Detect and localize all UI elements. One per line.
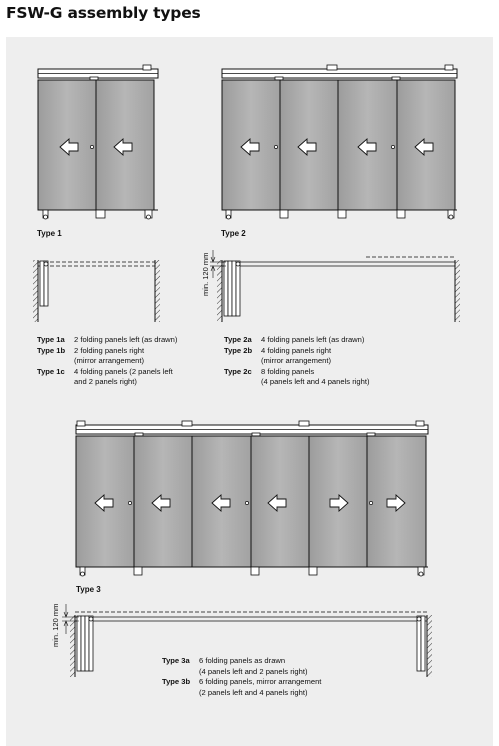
type3-panel-2 — [134, 436, 192, 567]
legend-text: 6 folding panels as drawn — [199, 656, 286, 665]
type2-panel-2 — [280, 80, 338, 210]
type3-track — [76, 421, 428, 437]
legend-key: Type 2a — [224, 335, 252, 344]
legend-text: 4 folding panels left (as drawn) — [261, 335, 365, 344]
type1-label: Type 1 — [37, 229, 62, 238]
type2-panel-4 — [397, 80, 455, 210]
type2-track — [222, 65, 457, 81]
legend-text: (2 panels left and 4 panels right) — [199, 687, 308, 697]
legend-type3 — [162, 656, 321, 698]
legend-text: (4 panels left and 4 panels right) — [261, 377, 370, 387]
legend-type2 — [224, 335, 370, 388]
handle-knob — [391, 145, 394, 148]
legend-row — [37, 335, 177, 346]
type3-floor-pivots — [80, 567, 424, 576]
type2-plan — [210, 250, 460, 322]
type2-panel-3 — [338, 80, 397, 210]
legend-row — [37, 356, 177, 367]
type3-panel-4 — [251, 436, 309, 567]
type3-panel-3 — [192, 436, 251, 567]
dimension-label-type2: min. 120 mm — [201, 252, 210, 296]
legend-text: (mirror arrangement) — [261, 356, 332, 366]
handle-knob — [245, 501, 248, 504]
type1-panel-1 — [38, 80, 96, 210]
type3-panel-5 — [309, 436, 367, 567]
legend-row — [224, 335, 370, 346]
legend-text: 4 folding panels right — [261, 345, 332, 355]
legend-key — [224, 356, 261, 367]
legend-text: and 2 panels right) — [74, 377, 137, 387]
legend-key — [37, 356, 74, 367]
handle-knob — [90, 145, 93, 148]
type1-panel-2 — [96, 80, 154, 210]
legend-text: 6 folding panels, mirror arrangement — [199, 677, 322, 687]
legend-key: Type 1c — [37, 366, 65, 376]
legend-text: (mirror arrangement) — [74, 356, 145, 366]
type3-label: Type 3 — [76, 585, 101, 594]
legend-key — [162, 667, 199, 678]
legend-key: Type 1a — [37, 335, 65, 344]
legend-text: 2 folding panels left (as drawn) — [74, 335, 178, 344]
legend-text: 2 folding panels right — [74, 345, 145, 355]
legend-key — [224, 377, 261, 388]
type3-panel-6 — [367, 436, 426, 567]
legend-key: Type 2c — [224, 366, 252, 376]
legend-row — [37, 377, 177, 388]
type2-panel-1 — [222, 80, 280, 210]
legend-row — [224, 377, 370, 388]
type1-floor-pivots — [43, 210, 152, 219]
legend-row — [162, 688, 321, 699]
handle-knob — [369, 501, 372, 504]
type2-elevation — [222, 65, 457, 219]
legend-text: 8 folding panels — [261, 366, 315, 376]
type3-panel-1 — [76, 436, 134, 567]
legend-row — [37, 346, 177, 357]
type1-track — [38, 65, 158, 81]
legend-row — [162, 667, 321, 678]
type3-elevation — [76, 421, 428, 576]
legend-text: (4 panels left and 2 panels right) — [199, 666, 308, 676]
dimension-label-type3: min. 120 mm — [51, 603, 60, 647]
legend-row — [224, 356, 370, 367]
legend-key: Type 2b — [224, 345, 253, 355]
handle-knob — [274, 145, 277, 148]
legend-type1 — [37, 335, 177, 388]
type1-plan — [33, 260, 160, 322]
legend-row — [224, 346, 370, 357]
legend-key: Type 1b — [37, 345, 66, 355]
page-title: FSW-G assembly types — [6, 4, 201, 22]
legend-key: Type 3a — [162, 656, 190, 665]
handle-knob — [128, 501, 131, 504]
legend-row — [37, 367, 177, 378]
legend-text: 4 folding panels (2 panels left — [74, 366, 173, 376]
type2-floor-pivots — [226, 210, 454, 219]
legend-row — [162, 656, 321, 667]
legend-row — [162, 677, 321, 688]
type2-label: Type 2 — [221, 229, 246, 238]
legend-key: Type 3b — [162, 677, 191, 687]
legend-key — [37, 377, 74, 388]
legend-key — [162, 688, 199, 699]
legend-row — [224, 367, 370, 378]
type1-elevation — [38, 65, 158, 219]
